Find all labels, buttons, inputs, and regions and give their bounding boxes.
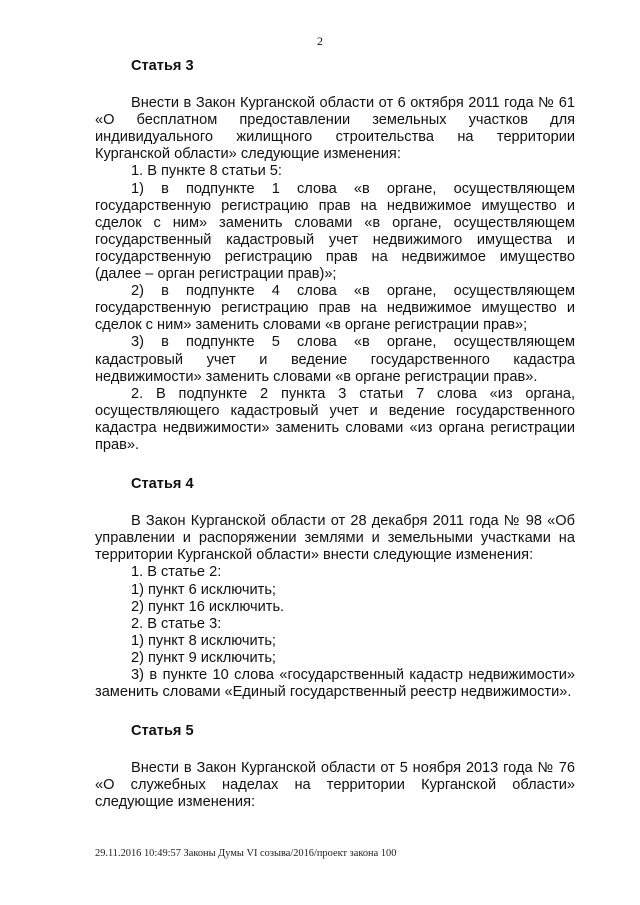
footer-document-path: 29.11.2016 10:49:57 Законы Думы VI созыва/2016/проект закона 100 (95, 848, 397, 859)
paragraph: 3) в подпункте 5 слова «в органе, осуществляющем кадастровый учет и ведение государственного кадастра недвижимости» заменить словами «в органе регистрации прав». (95, 334, 575, 385)
paragraph: В Закон Курганской области от 28 декабря 2011 года № 98 «Об управлении и распоряжении землями и земельными участками на территории Курганской области» внести следующие изменения: (95, 513, 575, 564)
paragraph: 1) в подпункте 1 слова «в органе, осуществляющем государственную регистрацию прав на недвижимое имущество и сделок с ним» заменить словами «в органе, осуществляющем государственный кадастровый учет недвижимого имущества и государственную регистрацию прав на недвижимое имущество (далее – орган регистрации прав)»; (95, 180, 575, 283)
article-heading: Статья 5 (131, 723, 194, 740)
article-heading: Статья 3 (131, 58, 194, 74)
document-body (95, 58, 575, 812)
paragraph: 2) в подпункте 4 слова «в органе, осуществляющем государственную регистрацию прав на недвижимое имущество и сделок с ним» заменить словами «в органе регистрации прав»; (95, 283, 575, 334)
paragraph: 1. В статье 2: (131, 564, 222, 581)
paragraph: 3) в пункте 10 слова «государственный кадастр недвижимости» заменить словами «Единый государственный реестр недвижимости». (95, 667, 575, 701)
paragraph: 2) пункт 9 исключить; (131, 649, 276, 666)
article-3 (95, 58, 575, 454)
paragraph: 2) пункт 16 исключить. (131, 598, 285, 615)
article-5 (95, 723, 575, 811)
paragraph: 2. В статье 3: (131, 615, 222, 632)
paragraph: 2. В подпункте 2 пункта 3 статьи 7 слова «из органа, осуществляющего кадастровый учет и ведение государственного кадастра недвижимости» заменить словами «из органа регистрации прав». (95, 385, 575, 453)
page-number: 2 (317, 34, 323, 48)
paragraph: 1) пункт 8 исключить; (131, 632, 276, 649)
paragraph: Внести в Закон Курганской области от 5 ноября 2013 года № 76 «О служебных наделах на территории Курганской области» следующие изменения: (95, 760, 575, 811)
paragraph: 1. В пункте 8 статьи 5: (131, 163, 282, 180)
article-4 (95, 476, 575, 701)
paragraph: 1) пункт 6 исключить; (131, 581, 276, 598)
paragraph: Внести в Закон Курганской области от 6 октября 2011 года № 61 «О бесплатном предоставлении земельных участков для индивидуального жилищного строительства на территории Курганской области» следующие изменения: (95, 95, 575, 163)
article-heading: Статья 4 (131, 476, 194, 493)
